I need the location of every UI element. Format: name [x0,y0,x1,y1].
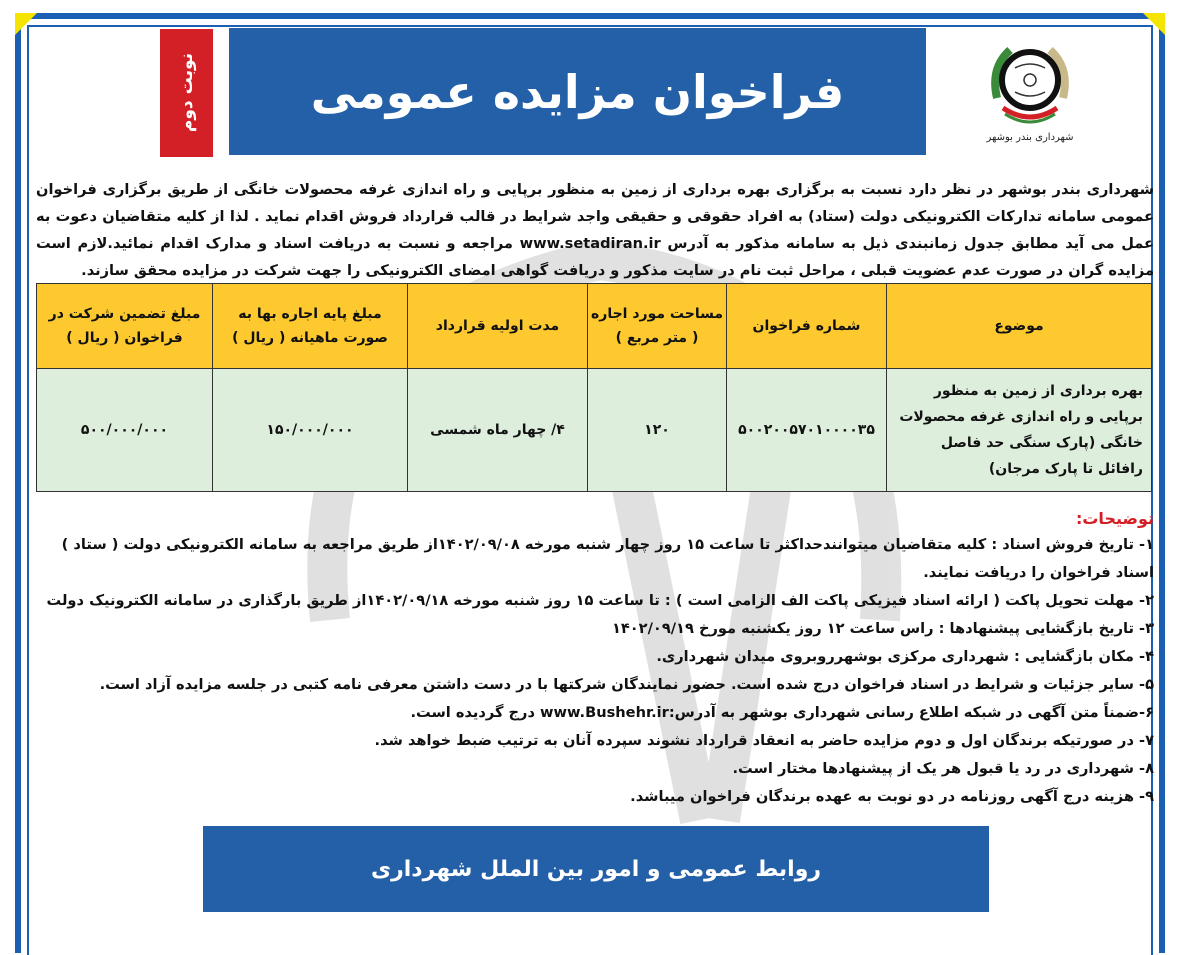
note-item: ۶-ضمناً متن آگهی در شبکه اطلاع رسانی شهرداری بوشهر به آدرس:www.Bushehr.ir درج گردیده است. [410,704,1154,721]
column-header: مدت اولیه قرارداد [408,284,588,369]
round-badge-text: نوبت دوم [176,53,197,133]
emblem-icon [985,38,1075,128]
note-item: ۵- سایر جزئیات و شرایط در اسناد فراخوان درج شده است. حضور نمایندگان شرکتها با در دست داشتن معرفی نامه کتبی در جلسه مزایده آزاد است. [99,676,1154,693]
note-item: ۴- مکان بازگشایی : شهرداری مرکزی بوشهرروبروی میدان شهرداری. [656,648,1154,665]
title-banner [229,28,926,155]
intro-paragraph: شهرداری بندر بوشهر در نظر دارد نسبت به برگزاری بهره برداری از زمین به منظور برپایی و راه اندازی غرفه محصولات خانگی از طریق برگزاری فراخوان عمومی سامانه تدارکات الکترونیکی دولت (ستاد) به افراد حقوقی و حقیقی واجد شرایط در قالب قرارداد فروش اقدام نماید . لذا از کلیه متقاضیان دعوت به عمل می آید مطابق جدول زمانبندی ذیل به سامانه مذکور به آدرس www.setadiran.ir مراجعه و نسبت به دریافت اسناد و مدارک اقدام نمائید.لازم است مزایده گران در صورت عدم عضویت قبلی ، مراحل ثبت نام در سایت مذکور و دریافت گواهی امضای الکترونیکی را جهت شرکت در مزایده محقق سازند. [36,181,1154,279]
column-header: مبلغ پایه اجاره بها به صورت ماهیانه ( ریال ) [213,284,408,369]
corner-decoration [15,13,37,35]
table-row [37,369,1152,492]
corner-decoration [1143,13,1165,35]
column-header: مبلغ تضمین شرکت در فراخوان ( ریال ) [37,284,213,369]
notes-section [36,507,1154,811]
note-item: ۷- در صورتیکه برندگان اول و دوم مزایده حاضر به انعقاد قرارداد نشوند سپرده آنان به ترتیب ضبط خواهد شد. [374,732,1154,749]
note-item: ۸- شهرداری در رد یا قبول هر یک از پیشنهادها مختار است. [732,760,1154,777]
note-item: ۳- تاریخ بازگشایی پیشنهادها : راس ساعت ۱۲ روز یکشنبه مورخ ۱۴۰۲/۰۹/۱۹ [611,620,1154,637]
cell-guarantee: ۵۰۰/۰۰۰/۰۰۰ [37,369,213,492]
cell-area: ۱۲۰ [588,369,727,492]
municipality-logo [980,38,1080,158]
footer-text: روابط عمومی و امور بین الملل شهرداری [370,856,822,882]
auction-table [36,283,1152,492]
column-header: مساحت مورد اجاره ( متر مربع ) [588,284,727,369]
logo-caption: شهرداری بندر بوشهر [986,132,1074,143]
note-item: ۲- مهلت تحویل پاکت ( ارائه اسناد فیزیکی پاکت الف الزامی است ) : تا ساعت ۱۵ روز شنبه مورخه ۱۴۰۲/۰۹/۱۸از طریق بارگذاری در سامانه الکترونیک دولت [46,592,1154,609]
cell-monthly-rent: ۱۵۰/۰۰۰/۰۰۰ [213,369,408,492]
cell-subject: بهره برداری از زمین به منظور برپایی و راه اندازی غرفه محصولات خانگی (پارک سنگی حد فاصل رافائل تا پارک مرجان) [887,369,1152,492]
column-header: شماره فراخوان [727,284,887,369]
table-header-row [37,284,1152,369]
cell-duration: ۴/ چهار ماه شمسی [408,369,588,492]
cell-call-number: ۵۰۰۲۰۰۵۷۰۱۰۰۰۰۳۵ [727,369,887,492]
footer-banner [203,826,989,912]
page-title: فراخوان مزایده عمومی [310,64,845,119]
note-item: ۱- تاریخ فروش اسناد : کلیه متقاضیان میتوانندحداکثر تا ساعت ۱۵ روز چهار شنبه مورخه ۱۴۰۲/۰۹/۰۸از طریق مراجعه به سامانه الکترونیکی دولت ( ستاد ) اسناد فراخوان را دریافت نمایند. [61,536,1154,581]
notes-title: توضیحات: [1075,509,1154,528]
note-item: ۹- هزینه درج آگهی روزنامه در دو نوبت به عهده برندگان فراخوان میباشد. [630,788,1154,805]
column-header: موضوع [887,284,1152,369]
round-badge [160,29,213,157]
